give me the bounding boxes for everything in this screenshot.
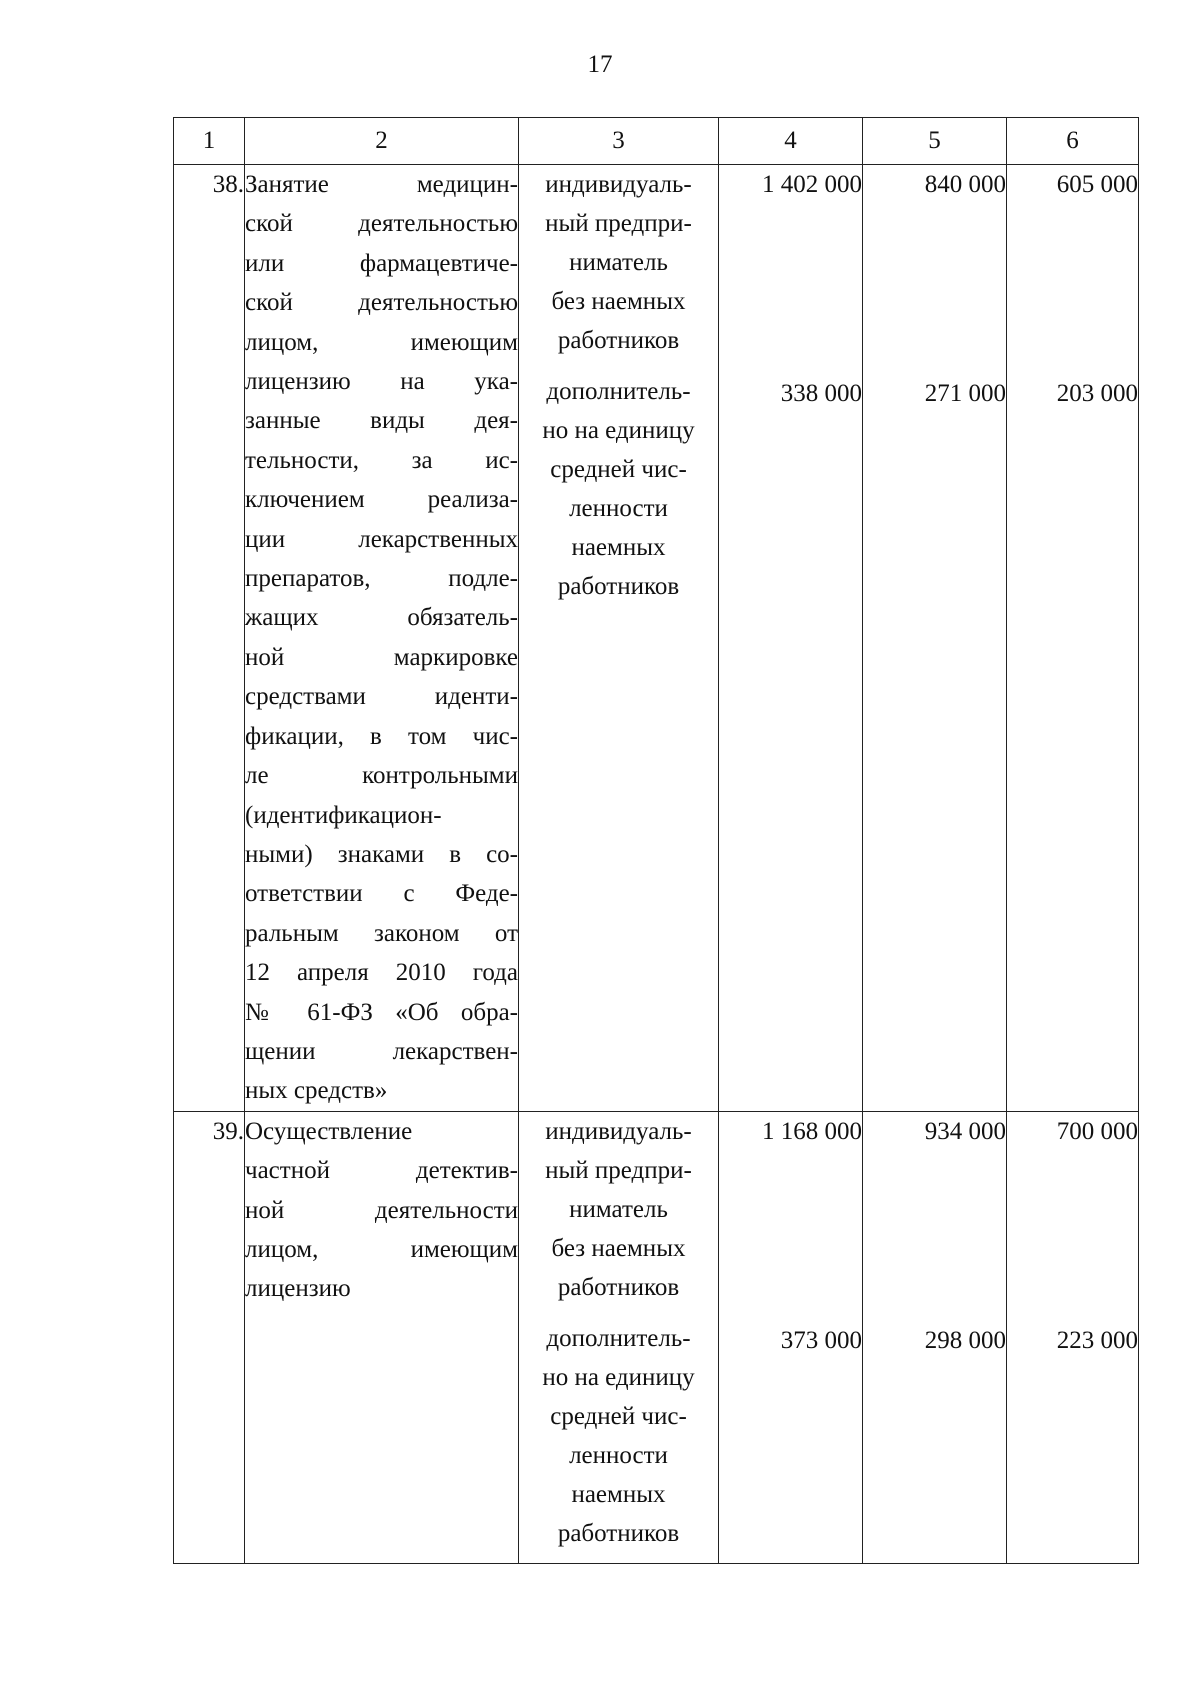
header-cell: 1	[174, 118, 245, 165]
text-line: работников	[557, 573, 680, 600]
category-sole-proprietor	[519, 165, 718, 360]
text-line: индивидуаль-	[545, 171, 692, 198]
activity-description	[245, 1111, 519, 1563]
text-line: частной детектив-	[245, 1157, 518, 1185]
row-number: 39.	[174, 1111, 245, 1563]
text-line: Занятие медицин-	[245, 171, 518, 198]
value-base: 700 000	[1056, 1117, 1138, 1145]
text-line: препаратов, подле-	[245, 565, 518, 593]
text-line: средствами иденти-	[245, 683, 518, 711]
text-line: средней чис-	[550, 1402, 687, 1430]
value-col-4	[719, 1111, 863, 1563]
text-line: (идентификацион-	[245, 801, 442, 829]
text-line: наемных	[571, 1480, 666, 1508]
value-base: 1 168 000	[762, 1117, 862, 1145]
value-extra: 203 000	[1056, 380, 1138, 407]
value-base: 934 000	[924, 1117, 1006, 1145]
text-line: ных средств»	[245, 1077, 388, 1105]
header-cell: 3	[519, 118, 719, 165]
text-line: средней чис-	[550, 456, 687, 483]
value-base: 840 000	[924, 171, 1006, 198]
value-extra: 223 000	[1056, 1326, 1138, 1354]
text-line: фикации, в том чис-	[245, 722, 518, 750]
text-line: ной деятельности	[245, 1196, 518, 1224]
tariff-table	[173, 117, 1139, 1564]
text-line: ниматель	[569, 249, 668, 276]
value-base: 1 402 000	[762, 171, 862, 198]
text-line: ленности	[569, 1441, 668, 1469]
text-line: лицензию на ука-	[245, 368, 518, 396]
text-line: без наемных	[551, 1234, 686, 1262]
header-cell: 4	[719, 118, 863, 165]
text-line: без наемных	[551, 288, 686, 315]
category-sole-proprietor	[519, 1112, 718, 1307]
text-line: ле контрольными	[245, 762, 518, 790]
value-col-6	[1007, 1111, 1139, 1563]
header-row	[174, 118, 1139, 165]
category-per-employee	[519, 1319, 718, 1553]
text-line: занные виды дея-	[245, 407, 518, 435]
text-line: щении лекарствен-	[245, 1037, 518, 1065]
text-line: наемных	[571, 534, 666, 561]
value-extra: 271 000	[924, 380, 1006, 407]
text-line: работников	[557, 327, 680, 354]
value-base: 605 000	[1056, 171, 1138, 198]
value-extra: 298 000	[924, 1326, 1006, 1354]
text-line: дополнитель-	[546, 378, 691, 405]
text-line: работников	[557, 1519, 680, 1547]
text-line: Осуществление	[245, 1117, 413, 1145]
text-line: ленности	[569, 495, 668, 522]
text-line: дополнитель-	[546, 1324, 691, 1352]
text-line: лицом, имеющим	[245, 328, 518, 356]
taxpayer-category	[519, 1111, 719, 1563]
table-row	[174, 165, 1139, 1112]
text-line: или фармацевтиче-	[245, 249, 518, 277]
table-row	[174, 1111, 1139, 1563]
text-line: ный предпри-	[545, 210, 692, 237]
header-cell: 2	[245, 118, 519, 165]
text-line: ниматель	[569, 1195, 668, 1223]
text-line: жащих обязатель-	[245, 604, 518, 632]
value-col-4	[719, 165, 863, 1112]
text-line: ции лекарственных	[245, 525, 518, 553]
text-line: тельности, за ис-	[245, 446, 518, 474]
row-number: 38.	[174, 165, 245, 1112]
text-line: ной маркировке	[245, 643, 518, 671]
text-line: работников	[557, 1273, 680, 1301]
category-per-employee	[519, 372, 718, 606]
header-cell: 5	[863, 118, 1007, 165]
text-line: 12 апреля 2010 года	[245, 959, 518, 987]
text-line: ными) знаками в со-	[245, 840, 518, 868]
text-line: лицензию	[245, 1275, 351, 1303]
text-line: ный предпри-	[545, 1156, 692, 1184]
text-line: ответствии с Феде-	[245, 880, 518, 908]
text-line: ключением реализа-	[245, 486, 518, 514]
value-col-5	[863, 1111, 1007, 1563]
taxpayer-category	[519, 165, 719, 1112]
value-col-6	[1007, 165, 1139, 1112]
activity-description	[245, 165, 519, 1112]
value-col-5	[863, 165, 1007, 1112]
value-extra: 373 000	[780, 1326, 862, 1354]
text-line: но на единицу	[542, 1363, 695, 1391]
text-line: индивидуаль-	[545, 1117, 692, 1145]
text-line: ральным законом от	[245, 919, 518, 947]
text-line: ской деятельностью	[245, 210, 518, 238]
text-line: ской деятельностью	[245, 289, 518, 317]
text-line: лицом, имеющим	[245, 1235, 518, 1263]
value-extra: 338 000	[780, 380, 862, 407]
page-number: 17	[587, 51, 613, 78]
text-line: но на единицу	[542, 417, 695, 444]
header-cell: 6	[1007, 118, 1139, 165]
text-line: № 61-ФЗ «Об обра-	[245, 998, 518, 1026]
